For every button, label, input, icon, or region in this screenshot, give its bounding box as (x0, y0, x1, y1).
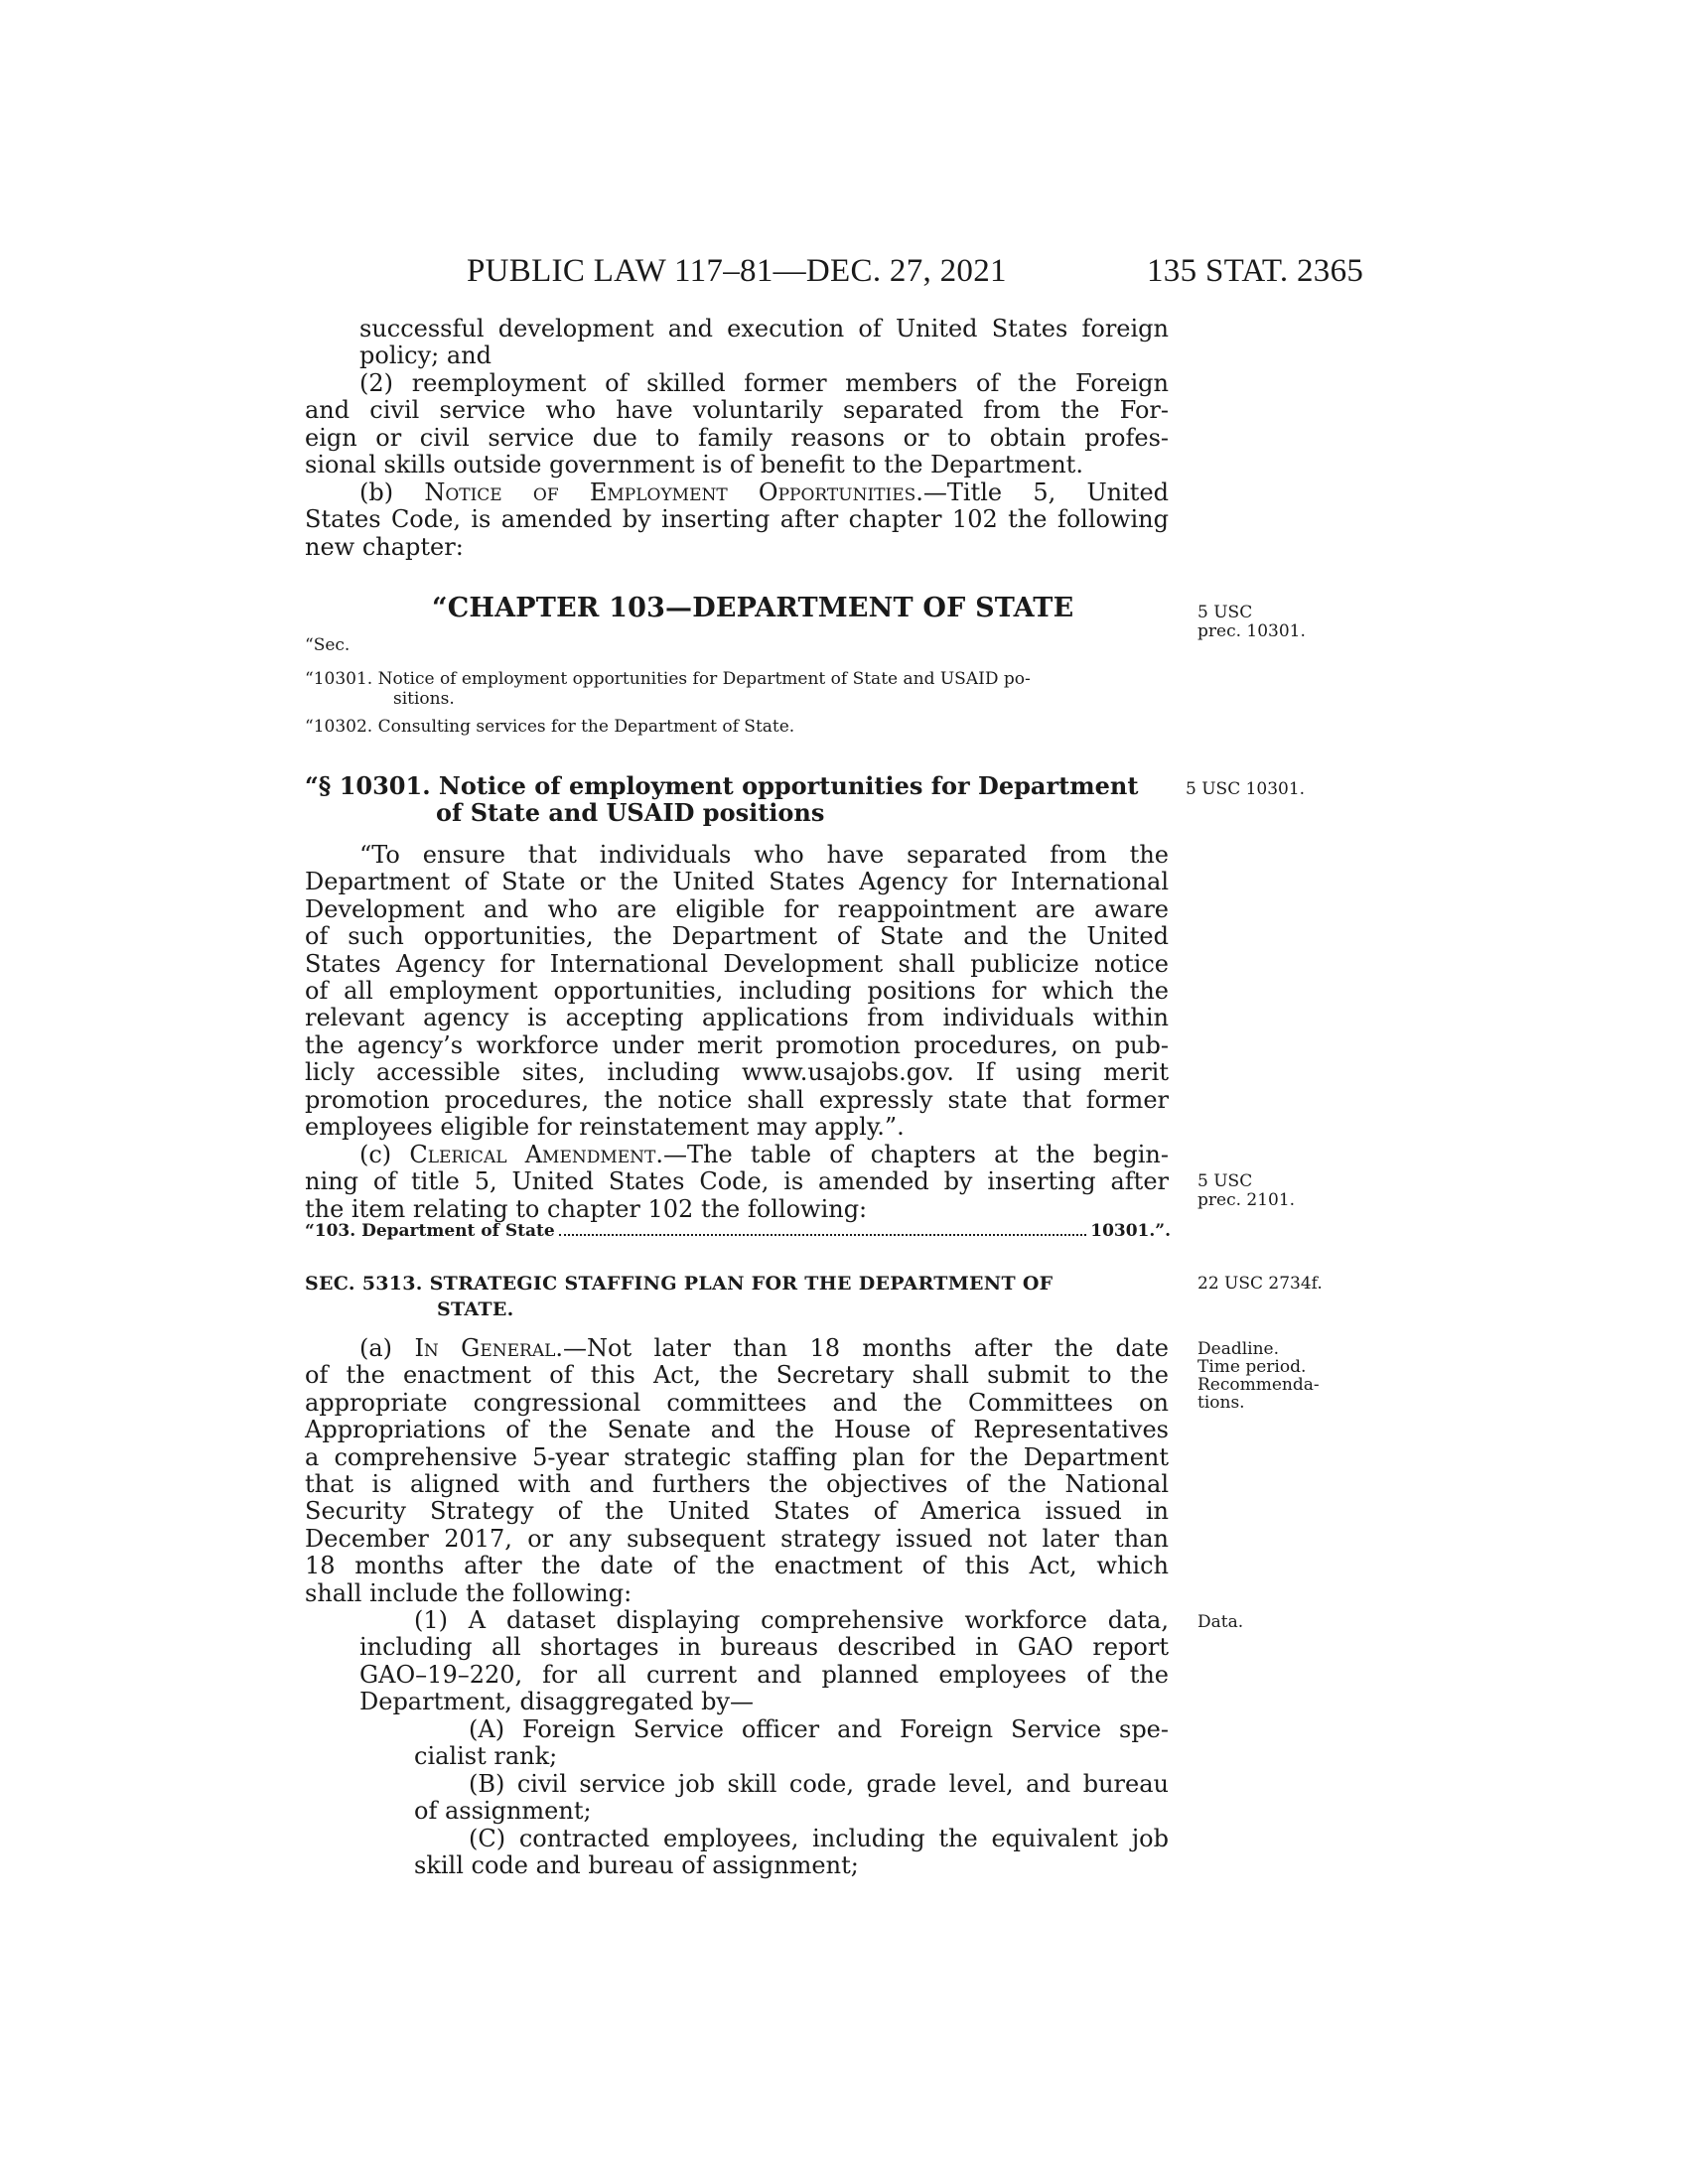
paragraph-label: (a) (359, 1334, 415, 1362)
toc-sec-label: “Sec. (305, 635, 351, 655)
page-stat-number: 135 STAT. 2365 (1147, 253, 1364, 289)
toc-item-10302: “10302. Consulting services for the Department of State. (305, 717, 795, 737)
paragraph-heading: Notice of Employment Opportunities. (424, 478, 923, 506)
margin-note-chapter: 5 USC prec. 10301. (1197, 603, 1306, 641)
paragraph-heading: In General. (414, 1334, 564, 1362)
leader-dots (559, 1234, 1087, 1236)
toc-entry-title: “103. Department of State (305, 1221, 555, 1241)
list-item-b: (B) civil service job skill code, grade level, and bureau of assignment; (414, 1770, 1169, 1826)
list-item-1: (1) A dataset displaying comprehensive workforce data, including all shortages in bureaus described in GAO report GAO–19–220, for all current and planned employees of the Department, disaggregated by— (359, 1606, 1169, 1716)
chapter-table-entry (305, 1221, 1171, 1241)
paragraph-c: (c) Clerical Amendment.—The table of chapters at the begin- ning of title 5, United States Code, is amended by inserting after the item relating to chapter 102 the following: (305, 1141, 1169, 1223)
list-item-c: (C) contracted employees, including the equivalent job skill code and bureau of assignment; (414, 1825, 1169, 1880)
paragraph-label: (b) (359, 478, 425, 506)
toc-entry-page: 10301.”. (1090, 1221, 1171, 1241)
section-5313-heading: SEC. 5313. STRATEGIC STAFFING PLAN FOR THE DEPARTMENT OF STATE. (305, 1273, 1054, 1320)
margin-note-deadline: Deadline. Time period. Recommenda- tions. (1197, 1339, 1320, 1413)
paragraph-continuation: successful development and execution of United States foreign policy; and (359, 315, 1169, 370)
margin-note-sec5313: 22 USC 2734f. (1197, 1274, 1323, 1294)
paragraph-heading: Clerical Amendment. (409, 1141, 664, 1168)
paragraph-item-2: (2) reemployment of skilled former members of the Foreign and civil service who have voluntarily separated from the For- eign or civil service due to family reasons or to obtain profes- sional skills outside government is of benefit to the Department. (305, 369, 1169, 479)
margin-note-data: Data. (1197, 1612, 1244, 1632)
paragraph-b: (b) Notice of Employment Opportunities.—Title 5, United States Code, is amended by inserting after chapter 102 the following new chapter: (305, 478, 1170, 561)
toc-item-10301: “10301. Notice of employment opportunities for Department of State and USAID po- (305, 669, 1031, 689)
paragraph-a: (a) In General.—Not later than 18 months after the date of the enactment of this Act, the Secretary shall submit to the appropriate congressional committees and the Committees on Appropriations of the Senate and the House of Representatives a comprehensive 5-year strategic staffing plan for the Department that is aligned with and furthers the objectives of the National Security Strategy of the United States of America issued in December 2017, or any subsequent strategy issued not later than 18 months after the date of the enactment of this Act, which shall include the following: (305, 1334, 1169, 1607)
running-header-title: PUBLIC LAW 117–81—DEC. 27, 2021 (467, 253, 1007, 289)
chapter-table-of-contents: “Sec. “10301. Notice of employment opportunities for Department of State and USAID po- sitions. “10302. Consulting services for the Department of State. (305, 635, 1169, 737)
paragraph-label: (c) (359, 1141, 410, 1168)
section-10301-heading: “§ 10301. Notice of employment opportunities for Department of State and USAID positions (305, 771, 1139, 827)
chapter-heading: “CHAPTER 103—DEPARTMENT OF STATE (432, 593, 1074, 623)
section-10301-body: “To ensure that individuals who have separated from the Department of State or the United States Agency for International Development and who are eligible for reappointment are aware of such opportunities, the Department of State and the United States Agency for International Development shall publicize notice of all employment opportunities, including positions for which the relevant agency is accepting applications from individuals within the agency’s workforce under merit promotion procedures, on pub- licly accessible sites, including www.usajobs.gov. If using merit promotion procedures, the notice shall expressly state that former employees eligible for reinstatement may apply.”. (305, 841, 1169, 1142)
margin-note-section: 5 USC 10301. (1186, 779, 1306, 799)
margin-note-clerical: 5 USC prec. 2101. (1197, 1171, 1296, 1210)
list-item-a: (A) Foreign Service officer and Foreign Service spe- cialist rank; (414, 1715, 1169, 1771)
